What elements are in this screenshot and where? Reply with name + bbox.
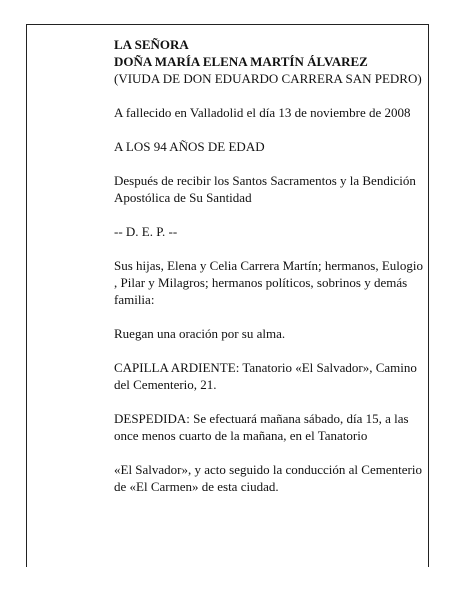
death-statement: A fallecido en Valladolid el día 13 de noviembre de 2008 (114, 105, 411, 120)
prayer-line: Ruegan una oración por su alma. (114, 326, 286, 341)
widow-of-line: (VIUDA DE DON EDUARDO CARRERA SAN PEDRO) (114, 71, 422, 86)
title-line-1: LA SEÑORA (114, 37, 189, 52)
chapel-paragraph: CAPILLA ARDIENTE: Tanatorio «El Salvador», Camino del Cementerio, 21. (114, 360, 417, 392)
family-paragraph: Sus hijas, Elena y Celia Carrera Martín; hermanos, Eulogio , Pilar y Milagros; hermanos políticos, sobrinos y demás familia: (114, 258, 424, 307)
sacraments-line: Después de recibir los Santos Sacramentos y la Bendición Apostólica de Su Santidad (114, 173, 416, 205)
obituary-notice (114, 36, 426, 495)
farewell-paragraph: DESPEDIDA: Se efectuará mañana sábado, día 15, a las once menos cuarto de la mañana, en el Tanatorio (114, 411, 409, 443)
procession-paragraph: «El Salvador», y acto seguido la conducción al Cementerio de «El Carmen» de esta ciudad. (114, 462, 422, 494)
age-line: A LOS 94 AÑOS DE EDAD (114, 139, 265, 154)
deceased-name: DOÑA MARÍA ELENA MARTÍN ÁLVAREZ (114, 54, 368, 69)
rip-line: -- D. E. P. -- (114, 224, 178, 239)
